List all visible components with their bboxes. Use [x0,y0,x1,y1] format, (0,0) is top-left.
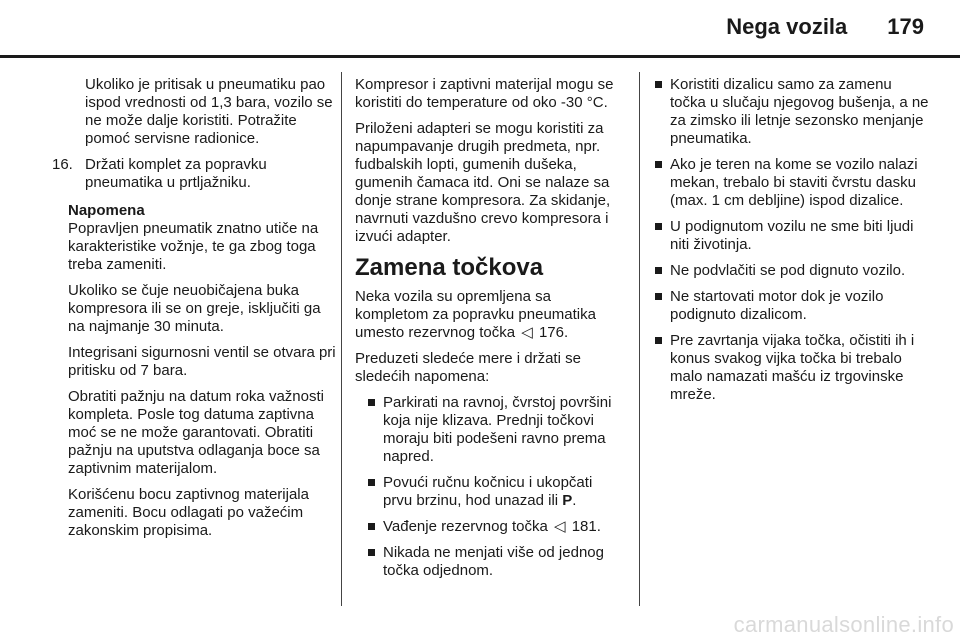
bullet-square-icon [655,293,662,300]
numbered-item-16 [52,156,337,192]
column-2 [355,76,623,588]
bullet-square-icon [655,223,662,230]
paragraph: Kompresor i zaptivni materijal mogu se koristiti do temperature od oko -30 °C. [355,76,614,111]
column-1 [52,76,337,548]
note-heading: Napomena [68,202,145,219]
list-item: U podignutom vozilu ne sme biti ljudi niti životinja. [654,218,929,254]
note-paragraph: Popravljen pneumatik znatno utiče na karakteristike vožnje, te ga zbog toga treba zameniti. [68,220,319,273]
page-reference[interactable]: 181. [571,518,601,535]
page-reference[interactable]: 176. [538,324,569,341]
bullet-square-icon [655,267,662,274]
note-paragraph: Integrisani sigurnosni ventil se otvara pri pritisku od 7 bara. [68,344,336,379]
page-reference-icon: ◁ [554,518,566,535]
section-title: Zamena točkova [355,254,544,281]
column-divider-1 [341,72,342,606]
note-paragraph: Ukoliko se čuje neuobičajena buka kompresora ili se on greje, isključiti ga na najmanje 30 minuta. [68,282,321,335]
header-title: Nega vozila [726,14,848,39]
bullet-square-icon [368,549,375,556]
gear-label: P [562,492,573,509]
note-paragraph: Korišćenu bocu zaptivnog materijala zameniti. Bocu odlagati po važećim zakonskim propisima. [68,486,309,539]
page-reference-icon: ◁ [521,324,533,341]
intro-paragraph: Preduzeti sledeće mere i držati se sledećih napomena: [355,350,581,385]
paragraph: Priloženi adapteri se mogu koristiti za napumpavanje drugih predmeta, npr. fudbalskih lopti, gumenih dušeka, gumenih čamaca itd. Oni se nalaze sa donje strane kompresora. Za skidanje, navrnuti vazdušno crevo kompresora i izvući adapter. [355,120,611,245]
bullet-square-icon [368,399,375,406]
list-item: Ne podvlačiti se pod dignuto vozilo. [654,262,929,280]
column-3 [654,76,929,412]
watermark: carmanualsonline.info [733,612,954,637]
list-item: Pre zavrtanja vijaka točka, očistiti ih i konus svakog vijka točka bi trebalo malo namazati mašću iz trgovinske mreže. [654,332,929,404]
page-header [726,14,924,40]
bullet-square-icon [655,81,662,88]
column-divider-2 [639,72,640,606]
bullet-square-icon [368,479,375,486]
list-item: Koristiti dizalicu samo za zamenu točka u slučaju njegovog bušenja, a ne za zimsko ili letnje sezonsko menjanje pneumatika. [654,76,929,148]
list-item: Vađenje rezervnog točka ◁ 181. [367,518,623,536]
header-rule [0,55,960,58]
bullet-square-icon [655,337,662,344]
note-block [52,202,337,540]
continuation-paragraph: Ukoliko je pritisak u pneumatiku pao ispod vrednosti od 1,3 bara, vozilo se ne može dalje koristiti. Potražite pomoć servisne radionice. [85,76,333,147]
list-item: Nikada ne menjati više od jednog točka odjednom. [367,544,623,580]
bullet-list [654,76,929,404]
note-paragraph: Obratiti pažnju na datum roka važnosti kompleta. Posle tog datuma zaptivna moć se ne može garantovati. Obratiti pažnju na uputstva odlaganja boce sa zaptivnim materijalom. [68,388,324,477]
item-text: Držati komplet za popravku pneumatika u prtljažniku. [85,156,267,191]
list-item: Parkirati na ravnoj, čvrstoj površini koja nije klizava. Prednji točkovi moraju biti podešeni ravno prema napred. [367,394,623,466]
intro-paragraph: Neka vozila su opremljena sa kompletom za popravku pneumatika umesto rezervnog točka ◁ 176. [355,288,596,341]
list-item: Povući ručnu kočnicu i ukopčati prvu brzinu, hod unazad ili P. [367,474,623,510]
bullet-list [355,394,623,580]
bullet-square-icon [368,523,375,530]
list-item: Ne startovati motor dok je vozilo podignuto dizalicom. [654,288,929,324]
page-number: 179 [887,14,924,39]
list-item: Ako je teren na kome se vozilo nalazi mekan, trebalo bi staviti čvrstu dasku (max. 1 cm debljine) ispod dizalice. [654,156,929,210]
item-number: 16. [52,156,73,173]
bullet-square-icon [655,161,662,168]
